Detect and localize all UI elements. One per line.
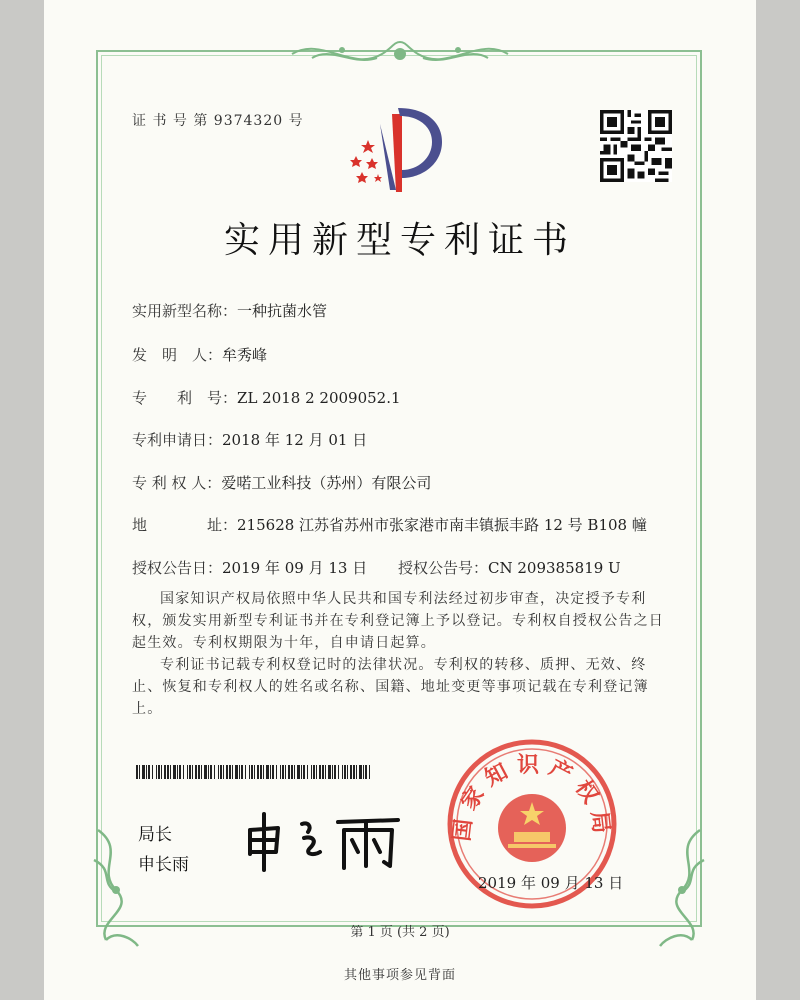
field-value: 牟秀峰 <box>222 346 268 364</box>
field-label: 专利申请日： <box>132 431 223 449</box>
field-value: 215628 江苏省苏州市张家港市南丰镇振丰路 12 号 B108 幢 <box>237 516 647 534</box>
certificate-number: 证 书 号 第 9374320 号 <box>132 113 304 129</box>
national-emblem-icon <box>498 794 566 862</box>
page-number: 第 1 页 (共 2 页) <box>350 925 450 940</box>
signatory-role: 局长 <box>138 825 172 845</box>
field-value: 一种抗菌水管 <box>237 302 328 320</box>
field-value: ZL 2018 2 2009052.1 <box>237 389 401 407</box>
field-label: 授权公告日： <box>132 559 223 577</box>
field-label: 专 利 号： <box>132 389 238 407</box>
field-patent-number <box>132 387 401 408</box>
barcode-icon <box>136 765 372 779</box>
field-patentee <box>132 472 431 493</box>
field-application-date <box>132 429 367 450</box>
legal-status-paragraph: 专利证书记载专利权登记时的法律状况。专利权的转移、质押、无效、终止、恢复和专利权人的姓名或名称、国籍、地址变更等事项记载在专利登记簿上。 <box>132 657 649 717</box>
seal-text: 国家知识产权局 <box>449 753 615 843</box>
certificate-title: 实用新型专利证书 <box>223 220 576 261</box>
patent-logo-icon <box>338 104 458 196</box>
field-grant-announcement-number <box>398 557 621 578</box>
field-label: 实用新型名称： <box>132 302 238 320</box>
top-ornament-icon <box>282 36 518 72</box>
signatory-name: 申长雨 <box>138 855 189 875</box>
handwritten-signature <box>238 808 408 876</box>
field-label: 地 址： <box>132 516 238 534</box>
field-utility-model-name <box>132 300 327 321</box>
field-value: 2019 年 09 月 13 日 <box>222 559 368 577</box>
footer-note: 其他事项参见背面 <box>343 968 456 983</box>
field-address <box>132 514 647 535</box>
grant-statement-paragraph: 国家知识产权局依照中华人民共和国专利法经过初步审查，决定授予专利权，颁发实用新型专利证书并在专利登记簿上予以登记。专利权自授权公告之日起生效。专利权期限为十年，自申请日起算。 <box>132 591 664 651</box>
field-value: CN 209385819 U <box>488 559 621 577</box>
field-value: 2018 年 12 月 01 日 <box>222 431 368 449</box>
field-value: 爱喏工业科技（苏州）有限公司 <box>221 474 432 492</box>
field-label: 发 明 人： <box>132 346 223 364</box>
field-inventor <box>132 344 267 365</box>
field-label: 专 利 权 人： <box>132 474 222 492</box>
field-grant-announcement-date <box>132 557 367 578</box>
field-label: 授权公告号： <box>398 559 489 577</box>
seal-date: 2019 年 09 月 13 日 <box>478 874 624 892</box>
qr-code-icon <box>600 110 672 182</box>
